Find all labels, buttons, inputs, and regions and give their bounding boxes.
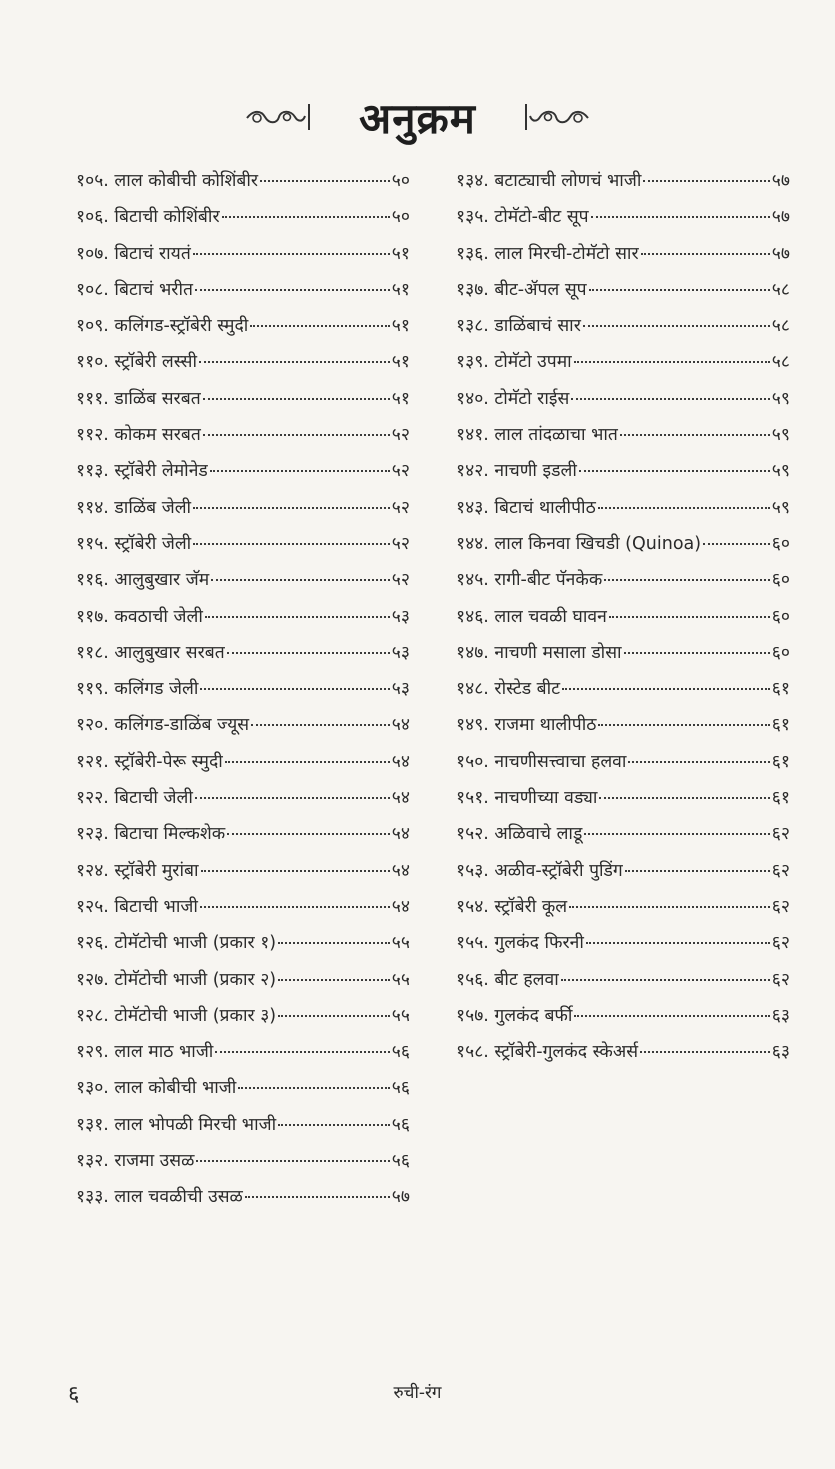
toc-entry [456,531,790,567]
toc-entry [76,531,410,567]
dot-leader [579,470,770,472]
toc-entry [456,168,790,204]
toc-entry-page: ५० [391,171,410,191]
dot-leader [278,1124,390,1126]
toc-entry [76,1112,410,1148]
toc-entry-page: ६३ [771,1042,790,1063]
toc-entry-title: १२५. बिटाची भाजी [76,896,198,917]
ornament-right-icon [522,100,592,134]
toc-entry-page: ५७ [391,1187,410,1208]
dot-leader [569,906,770,908]
toc-entry-page: ६० [771,606,790,627]
toc-entry-page: ५९ [771,388,790,409]
toc-entry-title: १४४. लाल किनवा खिचडी (Quinoa) [456,533,702,554]
toc-entry-page: ५१ [391,243,410,264]
toc-entry-title: ११५. स्ट्रॉबेरी जेली [76,533,192,554]
toc-entry-title: १३४. बटाट्याची लोणचं भाजी [456,171,642,191]
toc-entry [76,749,410,785]
dot-leader [225,761,390,763]
toc-entry-title: १२८. टोमॅटोची भाजी (प्रकार ३) [76,1005,277,1026]
toc-entry-page: ५८ [771,279,790,300]
dot-leader [199,361,390,363]
dot-leader [250,325,390,327]
toc-entry [76,458,410,494]
toc-entry-title: १३५. टोमॅटो-बीट सूप [456,207,589,228]
toc-entry [76,422,410,458]
toc-entry [76,1075,410,1111]
toc-entry [76,821,410,857]
toc-entry-title: ११४. डाळिंब जेली [76,497,192,518]
toc-entry-page: ५१ [391,352,410,373]
dot-leader [193,253,390,255]
toc-entry [76,168,410,204]
toc-entry-page: ५९ [771,461,790,482]
dot-leader [584,833,769,835]
toc-entry [456,894,790,930]
dot-leader [574,361,770,363]
toc-entry-title: १११. डाळिंब सरबत [76,388,201,409]
toc-entry [456,858,790,894]
toc-entry-page: ६१ [771,715,790,736]
toc-entry-title: १४६. लाल चवळी घावन [456,606,607,627]
toc-entry-title: १०९. कलिंगड-स्ट्रॉबेरी स्मुदी [76,316,249,337]
ornament-left-icon [243,100,313,134]
toc-entry-title: १५३. अळीव-स्ट्रॉबेरी पुडिंग [456,860,623,881]
toc-entry-page: ५४ [391,824,410,845]
toc-entry-page: ५८ [771,316,790,337]
toc-entry [456,785,790,821]
dot-leader [238,1087,389,1089]
dot-leader [599,797,769,799]
dot-leader [193,507,390,509]
toc-entry-page: ५३ [391,642,410,663]
toc-entry-page: ५४ [391,715,410,736]
toc-entry-page: ६० [771,570,790,591]
toc-entry [76,604,410,640]
toc-entry [456,821,790,857]
toc-entry [456,313,790,349]
dot-leader [278,979,390,981]
toc-entry-title: १२४. स्ट्रॉबेरी मुरांबा [76,860,199,881]
toc-entry-page: ५२ [391,497,410,518]
toc-entry-title: १५०. नाचणीसत्त्वाचा हलवा [456,751,627,772]
toc-entry-title: १०८. बिटाचं भरीत [76,279,193,300]
dot-leader [571,398,770,400]
toc-entry [456,676,790,712]
dot-leader [624,652,770,654]
toc-entry [456,712,790,748]
toc-entry-page: ६२ [771,860,790,881]
toc-entry-page: ६३ [771,1005,790,1026]
toc-entry-title: ११०. स्ट्रॉबेरी लस्सी [76,352,198,373]
toc-entry-title: १४५. रागी-बीट पॅनकेक [456,570,603,591]
toc-entry-page: ५२ [391,570,410,591]
toc-entry-title: १४९. राजमा थालीपीठ [456,715,597,736]
toc-entry-title: ११२. कोकम सरबत [76,425,201,446]
toc-entry [456,422,790,458]
toc-entry [76,567,410,603]
toc-entry [456,749,790,785]
toc-entry-title: १२३. बिटाचा मिल्कशेक [76,824,226,845]
dot-leader [703,543,770,545]
dot-leader [260,180,390,182]
toc-entry-page: ५६ [391,1042,410,1063]
toc-entry [76,894,410,930]
toc-entry-title: १२१. स्ट्रॉबेरी-पेरू स्मुदी [76,751,223,772]
toc-entry [76,640,410,676]
toc-entry-page: ५९ [771,425,790,446]
dot-leader [640,1051,770,1053]
dot-leader [195,797,390,799]
dot-leader [251,724,390,726]
toc-entry [76,204,410,240]
toc-entry-page: ५८ [771,352,790,373]
toc-entry-title: १३६. लाल मिरची-टोमॅटो सार [456,243,639,264]
dot-leader [200,906,390,908]
toc-entry-title: १४३. बिटाचं थालीपीठ [456,497,596,518]
toc-entry-page: ५४ [391,860,410,881]
toc-entry-title: १४०. टोमॅटो राईस [456,388,570,409]
toc-entry [76,1148,410,1184]
dot-leader [598,724,769,726]
toc-entry-title: १०६. बिटाची कोशिंबीर [76,207,220,228]
toc-entry-title: ११६. आलुबुखार जॅम [76,570,210,591]
footer-book-title: रुची-रंग [393,1383,442,1403]
toc-entry-page: ५९ [771,497,790,518]
dot-leader [609,616,770,618]
dot-leader [278,942,390,944]
toc-entry [456,495,790,531]
dot-leader [227,833,390,835]
dot-leader [222,216,390,218]
toc-entry [76,785,410,821]
toc-entry-page: ६२ [771,824,790,845]
toc-entry [76,1039,410,1075]
toc-entry [456,640,790,676]
toc-entry-page: ५५ [391,969,410,990]
toc-entry [76,1184,410,1220]
dot-leader [586,942,770,944]
toc-entry-title: १३१. लाल भोपळी मिरची भाजी [76,1114,277,1135]
dot-leader [203,398,390,400]
toc-entry-page: ५६ [391,1078,410,1099]
toc-entry-page: ५३ [391,679,410,700]
toc-entry-page: ५६ [391,1151,410,1172]
dot-leader [583,325,770,327]
page-footer [0,1378,835,1408]
toc-entry-title: १३३. लाल चवळीची उसळ [76,1187,243,1208]
toc-entry-page: ५४ [391,896,410,917]
dot-leader [211,579,390,581]
toc-entry-title: १०७. बिटाचं रायतं [76,243,191,264]
toc-entry-title: १५६. बीट हलवा [456,969,559,990]
toc-entry-page: ५२ [391,461,410,482]
page-title: अनुक्रम [359,93,476,143]
toc-left-column [76,168,410,1221]
toc-entry-title: १३२. राजमा उसळ [76,1151,195,1172]
toc-entry-page: ६० [771,533,790,554]
dot-leader [201,870,390,872]
toc-entry-title: १३०. लाल कोबीची भाजी [76,1078,237,1099]
toc-entry [76,967,410,1003]
toc-entry-page: ५६ [391,1114,410,1135]
toc-entry-page: ६२ [771,969,790,990]
toc-entry-page: ५२ [391,533,410,554]
toc-entry-title: १५१. नाचणीच्या वड्या [456,788,598,809]
dot-leader [620,434,770,436]
toc-entry-title: १५७. गुलकंद बर्फी [456,1005,573,1026]
toc-entry-title: १२२. बिटाची जेली [76,788,193,809]
toc-entry-title: १५४. स्ट्रॉबेरी कूल [456,896,568,917]
toc-entry-page: ५३ [391,606,410,627]
dot-leader [193,543,390,545]
toc-entry-title: १५२. अळिवाचे लाडू [456,824,583,845]
toc-entry-page: ६२ [771,896,790,917]
dot-leader [625,870,770,872]
toc-entry [456,349,790,385]
dot-leader [210,470,390,472]
toc-entry [76,712,410,748]
dot-leader [562,688,770,690]
toc-entry [456,604,790,640]
toc-entry-title: १४७. नाचणी मसाला डोसा [456,642,622,663]
toc-entry-page: ५७ [771,207,790,228]
toc-entry-page: ६१ [771,751,790,772]
toc-entry [76,676,410,712]
toc-entry-page: ५४ [391,788,410,809]
toc-entry [76,930,410,966]
toc-entry [456,241,790,277]
toc-entry-title: १४८. रोस्टेड बीट [456,679,561,700]
toc-entry [456,967,790,1003]
toc-entry [76,386,410,422]
toc-entry-title: १२७. टोमॅटोची भाजी (प्रकार २) [76,969,277,990]
toc-entry [456,277,790,313]
toc-entry-page: ५२ [391,425,410,446]
dot-leader [227,652,390,654]
toc-entry-title: १३८. डाळिंबाचं सार [456,316,581,337]
toc-entry [456,1039,790,1075]
dot-leader [574,1015,769,1017]
toc-entry-title: १४१. लाल तांदळाचा भात [456,425,618,446]
dot-leader [195,289,390,291]
toc-entry [456,930,790,966]
toc-entry [456,386,790,422]
toc-entry-page: ६२ [771,933,790,954]
toc-entry-page: ५१ [391,316,410,337]
dot-leader [589,289,770,291]
toc-entry-page: ५० [391,207,410,228]
toc-entry-title: १२९. लाल माठ भाजी [76,1042,214,1063]
dot-leader [643,180,769,182]
toc-entry-title: १३७. बीट-ॲपल सूप [456,279,587,300]
toc-entry [76,858,410,894]
dot-leader [215,1051,389,1053]
dot-leader [200,688,389,690]
toc-entry-title: १४२. नाचणी इडली [456,461,577,482]
toc-entry-title: १५५. गुलकंद फिरनी [456,933,584,954]
toc-entry-title: ११७. कवठाची जेली [76,606,203,627]
toc-entry [76,277,410,313]
toc-entry-page: ५५ [391,1005,410,1026]
toc-entry-page: ६१ [771,788,790,809]
toc-entry [456,1003,790,1039]
toc-entry [456,458,790,494]
dot-leader [203,434,390,436]
dot-leader [641,253,770,255]
toc-entry-page: ५७ [771,243,790,264]
toc-entry-page: ५१ [391,279,410,300]
toc-entry [76,313,410,349]
toc-entry-title: ११३. स्ट्रॉबेरी लेमोनेड [76,461,208,482]
toc-entry [456,567,790,603]
toc-entry-title: १०५. लाल कोबीची कोशिंबीर [76,171,259,191]
dot-leader [205,616,390,618]
dot-leader [604,579,770,581]
toc-entry-page: ५७ [771,171,790,191]
toc-entry [76,1003,410,1039]
toc-right-column [456,168,790,1075]
toc-entry-page: ५१ [391,388,410,409]
toc-entry-page: ६० [771,642,790,663]
toc-entry [76,241,410,277]
toc-entry-title: १५८. स्ट्रॉबेरी-गुलकंद स्केअर्स [456,1042,639,1063]
toc-entry-page: ६१ [771,679,790,700]
toc-entry-title: १३९. टोमॅटो उपमा [456,352,572,373]
dot-leader [591,216,770,218]
toc-entry [76,495,410,531]
toc-entry-title: ११८. आलुबुखार सरबत [76,642,225,663]
toc-entry-title: ११९. कलिंगड जेली [76,679,199,700]
toc-entry-page: ५४ [391,751,410,772]
toc-entry [456,204,790,240]
dot-leader [561,979,770,981]
toc-entry-page: ५५ [391,933,410,954]
toc-heading [0,82,835,152]
dot-leader [628,761,769,763]
dot-leader [278,1015,390,1017]
footer-page-number: ६ [68,1382,80,1407]
toc-entry [76,349,410,385]
dot-leader [598,507,770,509]
dot-leader [196,1160,389,1162]
toc-entry-title: १२६. टोमॅटोची भाजी (प्रकार १) [76,933,277,954]
dot-leader [245,1196,390,1198]
toc-entry-title: १२०. कलिंगड-डाळिंब ज्यूस [76,715,250,736]
